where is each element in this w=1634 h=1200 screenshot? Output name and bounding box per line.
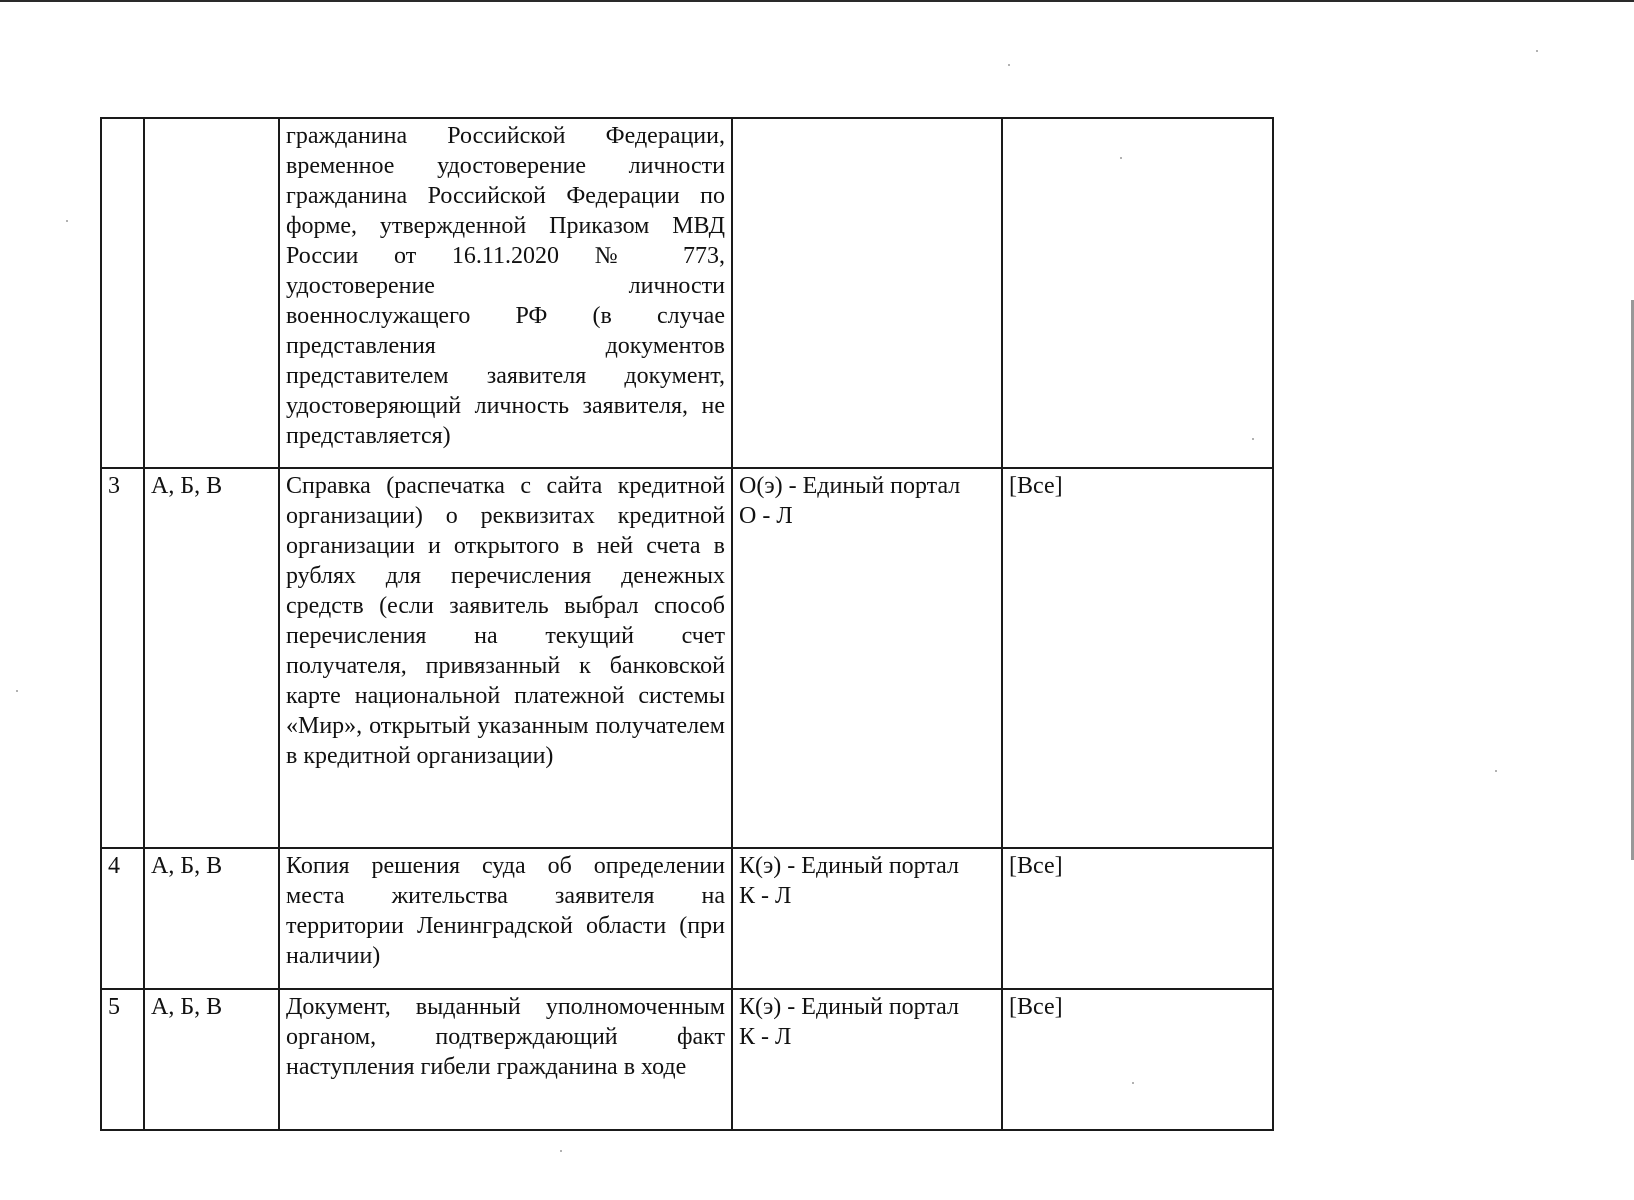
submission-form-line: О - Л — [739, 503, 793, 529]
table-row — [101, 848, 1273, 989]
submission-form-line: К(э) - Единый портал — [739, 853, 959, 879]
document-description: Копия решения суда об определении места жительства заявителя на территории Ленинградской области (при наличии) — [279, 848, 732, 989]
applicable-to: [Все] — [1002, 468, 1273, 848]
applicable-to: [Все] — [1002, 848, 1273, 989]
submission-form-line: О(э) - Единый портал — [739, 473, 961, 499]
row-number: 4 — [101, 848, 144, 989]
scan-speck — [1495, 770, 1497, 772]
submission-form-line: К(э) - Единый портал — [739, 994, 959, 1020]
submission-form-line: К - Л — [739, 1024, 792, 1050]
table-row — [101, 468, 1273, 848]
scan-speck — [1536, 50, 1538, 52]
submission-form-line: К - Л — [739, 883, 792, 909]
applicant-categories: А, Б, В — [144, 468, 279, 848]
submission-form — [732, 848, 1002, 989]
submission-form — [732, 118, 1002, 468]
documents-table — [100, 117, 1274, 1131]
scan-speck — [1008, 64, 1010, 66]
applicant-categories: А, Б, В — [144, 848, 279, 989]
submission-form — [732, 989, 1002, 1130]
scan-speck — [16, 690, 18, 692]
submission-form — [732, 468, 1002, 848]
document-description: гражданина Российской Федерации, временное удостоверение личности гражданина Российской Федерации по форме, утвержденной Приказом МВД России от 16.11.2020 № 773, удостоверение личности военнослужащего РФ (в случае представления документов представителем заявителя документ, удостоверяющий личность заявителя, не представляется) — [279, 118, 732, 468]
applicable-to: [Все] — [1002, 989, 1273, 1130]
table-row — [101, 989, 1273, 1130]
scan-speck — [66, 220, 68, 222]
applicant-categories — [144, 118, 279, 468]
scan-speck — [560, 1150, 562, 1152]
table-row — [101, 118, 1273, 468]
scan-top-border — [0, 0, 1634, 2]
applicable-to — [1002, 118, 1273, 468]
document-description: Документ, выданный уполномоченным органом, подтверждающий факт наступления гибели гражданина в ходе — [279, 989, 732, 1130]
row-number — [101, 118, 144, 468]
row-number: 5 — [101, 989, 144, 1130]
applicant-categories: А, Б, В — [144, 989, 279, 1130]
document-description: Справка (распечатка с сайта кредитной организации) о реквизитах кредитной организации и открытого в ней счета в рублях для перечисления денежных средств (если заявитель выбрал способ перечисления на текущий счет получателя, привязанный к банковской карте национальной платежной системы «Мир», открытый указанным получателем в кредитной организации) — [279, 468, 732, 848]
row-number: 3 — [101, 468, 144, 848]
